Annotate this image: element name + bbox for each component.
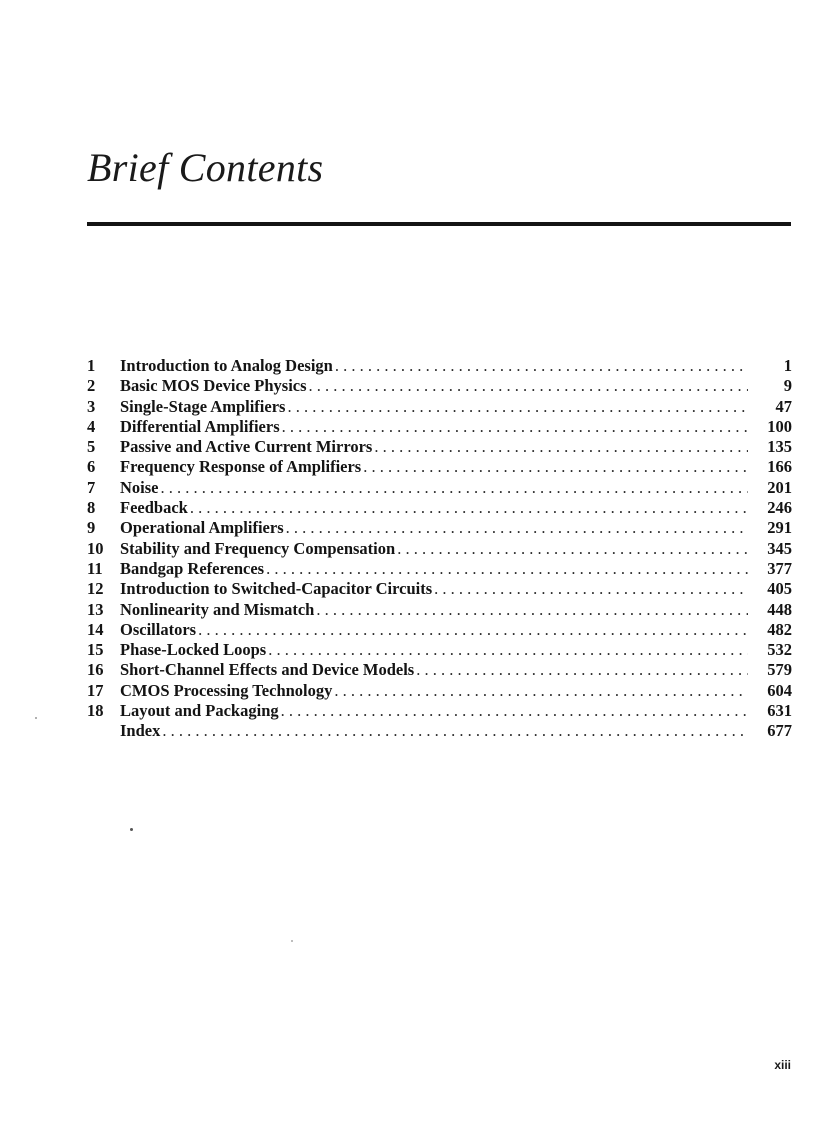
toc-entry[interactable] — [87, 478, 792, 498]
scan-speck — [35, 717, 37, 719]
chapter-title: Stability and Frequency Compensation — [120, 538, 396, 558]
chapter-page: 448 — [767, 599, 792, 619]
dot-leader — [266, 559, 748, 579]
chapter-number: 5 — [87, 437, 96, 457]
dot-leader — [374, 437, 748, 457]
toc-entry[interactable] — [87, 539, 792, 559]
dot-leader — [397, 539, 748, 559]
chapter-page: 345 — [767, 538, 792, 558]
chapter-page: 201 — [767, 477, 792, 497]
chapter-page: 377 — [767, 558, 792, 578]
chapter-number: 9 — [87, 518, 96, 538]
dot-leader — [286, 518, 748, 538]
dot-leader — [434, 579, 748, 599]
chapter-page: 9 — [783, 376, 792, 396]
chapter-page: 604 — [767, 680, 792, 700]
title-rule — [87, 222, 791, 226]
chapter-page: 677 — [767, 721, 792, 741]
chapter-number: 6 — [87, 457, 96, 477]
toc-entry[interactable] — [87, 518, 792, 538]
chapter-number: 12 — [87, 579, 104, 599]
scan-speck — [130, 828, 133, 831]
toc-entry[interactable] — [87, 417, 792, 437]
chapter-page: 405 — [767, 579, 792, 599]
dot-leader — [309, 376, 748, 396]
chapter-number: 4 — [87, 416, 96, 436]
chapter-page: 100 — [767, 416, 792, 436]
dot-leader — [335, 356, 748, 376]
dot-leader — [268, 640, 748, 660]
chapter-page: 631 — [767, 701, 792, 721]
chapter-number: 16 — [87, 660, 104, 680]
toc-entry[interactable] — [87, 640, 792, 660]
chapter-page: 1 — [783, 356, 792, 375]
chapter-title: Differential Amplifiers — [120, 416, 280, 436]
chapter-number: 18 — [87, 701, 104, 721]
chapter-number: 11 — [87, 558, 103, 578]
chapter-title: Nonlinearity and Mismatch — [120, 599, 315, 619]
chapter-title: Basic MOS Device Physics — [120, 376, 307, 396]
chapter-number: 1 — [87, 356, 96, 375]
chapter-title: Feedback — [120, 498, 188, 518]
chapter-title: Phase-Locked Loops — [120, 640, 267, 660]
chapter-title: CMOS Processing Technology — [120, 680, 333, 700]
dot-leader — [416, 660, 748, 680]
chapter-title: Introduction to Analog Design — [120, 356, 333, 375]
chapter-number: 15 — [87, 640, 104, 660]
scan-speck — [291, 940, 293, 942]
chapter-number: 8 — [87, 498, 96, 518]
chapter-page: 482 — [767, 619, 792, 639]
chapter-title: Layout and Packaging — [120, 701, 279, 721]
toc-entry[interactable] — [87, 600, 792, 620]
toc-entry[interactable] — [87, 457, 792, 477]
chapter-page: 532 — [767, 640, 792, 660]
dot-leader — [162, 721, 748, 741]
table-of-contents — [87, 356, 792, 742]
page-title: Brief Contents — [87, 145, 324, 190]
chapter-title: Short-Channel Effects and Device Models — [120, 660, 415, 680]
dot-leader — [161, 478, 749, 498]
chapter-title: Passive and Active Current Mirrors — [120, 437, 373, 457]
toc-entry[interactable] — [87, 660, 792, 680]
toc-entry[interactable] — [87, 701, 792, 721]
toc-entry[interactable] — [87, 559, 792, 579]
dot-leader — [190, 498, 748, 518]
page-number: xiii — [774, 1058, 791, 1072]
chapter-title: Introduction to Switched-Capacitor Circuits — [120, 579, 433, 599]
chapter-page: 135 — [767, 437, 792, 457]
toc-entry[interactable] — [87, 356, 792, 376]
chapter-number: 7 — [87, 477, 96, 497]
chapter-number: 14 — [87, 619, 104, 639]
dot-leader — [316, 600, 748, 620]
dot-leader — [287, 397, 748, 417]
chapter-page: 291 — [767, 518, 792, 538]
toc-entry[interactable] — [87, 681, 792, 701]
chapter-page: 166 — [767, 457, 792, 477]
dot-leader — [198, 620, 748, 640]
chapter-title: Index — [120, 721, 161, 741]
chapter-number: 13 — [87, 599, 104, 619]
chapter-title: Operational Amplifiers — [120, 518, 284, 538]
toc-entry[interactable] — [87, 721, 792, 741]
chapter-title: Bandgap References — [120, 558, 265, 578]
chapter-number: 2 — [87, 376, 96, 396]
chapter-number: 10 — [87, 538, 104, 558]
dot-leader — [334, 681, 748, 701]
chapter-title: Single-Stage Amplifiers — [120, 396, 286, 416]
chapter-number: 3 — [87, 396, 96, 416]
chapter-page: 47 — [775, 396, 792, 416]
chapter-number: 17 — [87, 680, 104, 700]
toc-entry[interactable] — [87, 376, 792, 396]
chapter-page: 579 — [767, 660, 792, 680]
chapter-title: Oscillators — [120, 619, 197, 639]
dot-leader — [282, 417, 748, 437]
toc-entry[interactable] — [87, 397, 792, 417]
chapter-title: Noise — [120, 477, 159, 497]
toc-entry[interactable] — [87, 498, 792, 518]
chapter-title: Frequency Response of Amplifiers — [120, 457, 362, 477]
dot-leader — [281, 701, 748, 721]
toc-entry[interactable] — [87, 620, 792, 640]
toc-entry[interactable] — [87, 437, 792, 457]
chapter-page: 246 — [767, 498, 792, 518]
dot-leader — [363, 457, 748, 477]
toc-entry[interactable] — [87, 579, 792, 599]
